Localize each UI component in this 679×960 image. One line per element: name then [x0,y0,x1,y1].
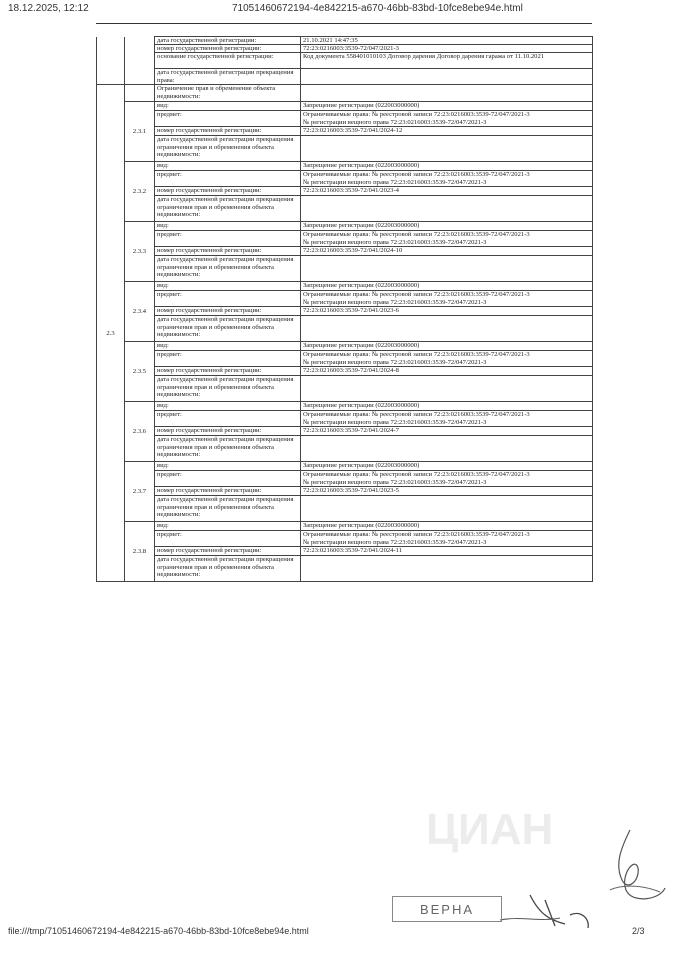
extract-table [96,36,593,582]
table-row [97,53,593,69]
cian-watermark: ЦИАН [426,805,554,854]
termination-label: дата государственной регистрации прекращения ограничения прав и обременения объекта недвижимости: [155,196,301,222]
subject-line-1: Ограничиваемые права: № реестровой записи 72:23:0216003:3539-72/047/2021-3 [303,411,530,419]
reg-number-value: 72:23:0216003:3539-72/041/2023-5 [301,487,593,496]
subject-label: предмет: [155,351,301,367]
row-value: Код документа 558401010103 Договор дарения Договор дарения гаража от 11.10.2021 [301,53,593,69]
table-row [97,196,593,222]
termination-label: дата государственной регистрации прекращения ограничения прав и обременения объекта недвижимости: [155,316,301,342]
table-row [97,187,593,196]
subject-line-2: № регистрации вещного права 72:23:0216003:3539-72/047/2021-3 [303,358,487,366]
restriction-number: 2.3.6 [125,402,155,462]
row-value: 21.10.2021 14:47:35 [301,37,593,45]
subject-value [301,351,593,367]
table-row [97,462,593,471]
row-value: 72:23:0216003:3539-72/047/2021-3 [301,45,593,53]
reg-number-value: 72:23:0216003:3539-72/041/2024-7 [301,427,593,436]
subject-line-1: Ограничиваемые права: № реестровой записи 72:23:0216003:3539-72/047/2021-3 [303,171,530,179]
table-row [97,45,593,53]
section-number: 2.3 [97,85,125,582]
subject-line-2: № регистрации вещного права 72:23:0216003:3539-72/047/2021-3 [303,178,487,186]
reg-number-value: 72:23:0216003:3539-72/041/2024-8 [301,367,593,376]
subject-label: предмет: [155,531,301,547]
termination-value [301,196,593,222]
page-number: 2/3 [632,926,645,936]
subject-value [301,171,593,187]
subject-value [301,111,593,127]
subject-label: предмет: [155,111,301,127]
verified-stamp: ВЕРНА [392,896,502,922]
row-label: основание государственной регистрации: [155,53,301,69]
table-row [97,496,593,522]
kind-label: вид: [155,282,301,291]
restriction-number: 2.3.2 [125,162,155,222]
table-row [97,376,593,402]
subject-line-2: № регистрации вещного права 72:23:0216003:3539-72/047/2021-3 [303,418,487,426]
kind-value: Запрещение регистрации (022003000000) [301,402,593,411]
table-row [97,531,593,547]
reg-number-value: 72:23:0216003:3539-72/041/2024-11 [301,547,593,556]
table-row [97,556,593,582]
table-row [97,102,593,111]
subject-line-2: № регистрации вещного права 72:23:0216003:3539-72/047/2021-3 [303,478,487,486]
row-value [301,69,593,85]
termination-value [301,436,593,462]
kind-value: Запрещение регистрации (022003000000) [301,522,593,531]
restriction-number: 2.3.3 [125,222,155,282]
subject-label: предмет: [155,471,301,487]
restriction-number: 2.3.8 [125,522,155,582]
subject-line-2: № регистрации вещного права 72:23:0216003:3539-72/047/2021-3 [303,538,487,546]
reg-number-label: номер государственной регистрации: [155,187,301,196]
reg-number-value: 72:23:0216003:3539-72/041/2023-4 [301,187,593,196]
table-row [97,522,593,531]
kind-label: вид: [155,162,301,171]
subject-value [301,231,593,247]
table-row [97,162,593,171]
kind-value: Запрещение регистрации (022003000000) [301,102,593,111]
subject-label: предмет: [155,171,301,187]
table-row [97,547,593,556]
kind-value: Запрещение регистрации (022003000000) [301,282,593,291]
restriction-number: 2.3.7 [125,462,155,522]
termination-value [301,256,593,282]
subject-label: предмет: [155,231,301,247]
row-label: номер государственной регистрации: [155,45,301,53]
reg-number-label: номер государственной регистрации: [155,307,301,316]
restriction-number: 2.3.1 [125,102,155,162]
termination-value [301,316,593,342]
termination-value [301,496,593,522]
termination-label: дата государственной регистрации прекращения ограничения прав и обременения объекта недвижимости: [155,496,301,522]
row-label: дата государственной регистрации: [155,37,301,45]
reg-number-label: номер государственной регистрации: [155,487,301,496]
section-header-row [97,85,593,102]
termination-label: дата государственной регистрации прекращения ограничения прав и обременения объекта недвижимости: [155,256,301,282]
print-filename: 71051460672194-4e842215-a670-46bb-83bd-10fce8ebe94e.html [232,3,523,14]
table-row [97,222,593,231]
kind-value: Запрещение регистрации (022003000000) [301,462,593,471]
termination-label: дата государственной регистрации прекращения ограничения прав и обременения объекта недвижимости: [155,436,301,462]
page-top-rule [96,23,592,24]
file-path: file:///tmp/71051460672194-4e842215-a670-46bb-83bd-10fce8ebe94e.html [8,926,309,936]
table-row [97,436,593,462]
subject-line-1: Ограничиваемые права: № реестровой записи 72:23:0216003:3539-72/047/2021-3 [303,231,530,239]
subject-line-1: Ограничиваемые права: № реестровой записи 72:23:0216003:3539-72/047/2021-3 [303,351,530,359]
reg-number-label: номер государственной регистрации: [155,367,301,376]
table-row [97,247,593,256]
table-row [97,282,593,291]
restriction-number: 2.3.5 [125,342,155,402]
subject-line-2: № регистрации вещного права 72:23:0216003:3539-72/047/2021-3 [303,238,487,246]
termination-label: дата государственной регистрации прекращения ограничения прав и обременения объекта недвижимости: [155,136,301,162]
subject-line-1: Ограничиваемые права: № реестровой записи 72:23:0216003:3539-72/047/2021-3 [303,111,530,119]
reg-number-label: номер государственной регистрации: [155,427,301,436]
subject-value [301,471,593,487]
termination-label: дата государственной регистрации прекращения ограничения прав и обременения объекта недвижимости: [155,376,301,402]
reg-number-value: 72:23:0216003:3539-72/041/2024-10 [301,247,593,256]
table-row [97,37,593,45]
table-row [97,231,593,247]
table-row [97,342,593,351]
subject-label: предмет: [155,411,301,427]
subject-line-1: Ограничиваемые права: № реестровой записи 72:23:0216003:3539-72/047/2021-3 [303,531,530,539]
reg-number-label: номер государственной регистрации: [155,247,301,256]
reg-number-value: 72:23:0216003:3539-72/041/2024-12 [301,127,593,136]
table-row [97,351,593,367]
subject-label: предмет: [155,291,301,307]
table-row [97,307,593,316]
subject-value [301,531,593,547]
subject-line-1: Ограничиваемые права: № реестровой записи 72:23:0216003:3539-72/047/2021-3 [303,471,530,479]
table-row [97,316,593,342]
kind-label: вид: [155,102,301,111]
table-row [97,411,593,427]
reg-number-label: номер государственной регистрации: [155,127,301,136]
kind-value: Запрещение регистрации (022003000000) [301,162,593,171]
row-label: дата государственной регистрации прекращения права: [155,69,301,85]
kind-label: вид: [155,522,301,531]
table-row [97,127,593,136]
table-row [97,291,593,307]
table-row [97,487,593,496]
table-row [97,69,593,85]
registry-extract [96,36,592,582]
restriction-number: 2.3.4 [125,282,155,342]
subject-line-2: № регистрации вещного права 72:23:0216003:3539-72/047/2021-3 [303,118,487,126]
termination-value [301,376,593,402]
termination-label: дата государственной регистрации прекращения ограничения прав и обременения объекта недвижимости: [155,556,301,582]
table-row [97,427,593,436]
reg-number-value: 72:23:0216003:3539-72/041/2023-6 [301,307,593,316]
kind-value: Запрещение регистрации (022003000000) [301,222,593,231]
table-row [97,256,593,282]
termination-value [301,556,593,582]
kind-value: Запрещение регистрации (022003000000) [301,342,593,351]
termination-value [301,136,593,162]
reg-number-label: номер государственной регистрации: [155,547,301,556]
subject-value [301,291,593,307]
table-row [97,402,593,411]
table-row [97,136,593,162]
subject-line-1: Ограничиваемые права: № реестровой записи 72:23:0216003:3539-72/047/2021-3 [303,291,530,299]
kind-label: вид: [155,462,301,471]
table-row [97,471,593,487]
print-datetime: 18.12.2025, 12:12 [8,3,89,14]
table-row [97,367,593,376]
subject-value [301,411,593,427]
table-row [97,171,593,187]
kind-label: вид: [155,402,301,411]
subject-line-2: № регистрации вещного права 72:23:0216003:3539-72/047/2021-3 [303,298,487,306]
kind-label: вид: [155,342,301,351]
section-title: Ограничение прав и обременение объекта недвижимости: [155,85,301,102]
table-row [97,111,593,127]
kind-label: вид: [155,222,301,231]
